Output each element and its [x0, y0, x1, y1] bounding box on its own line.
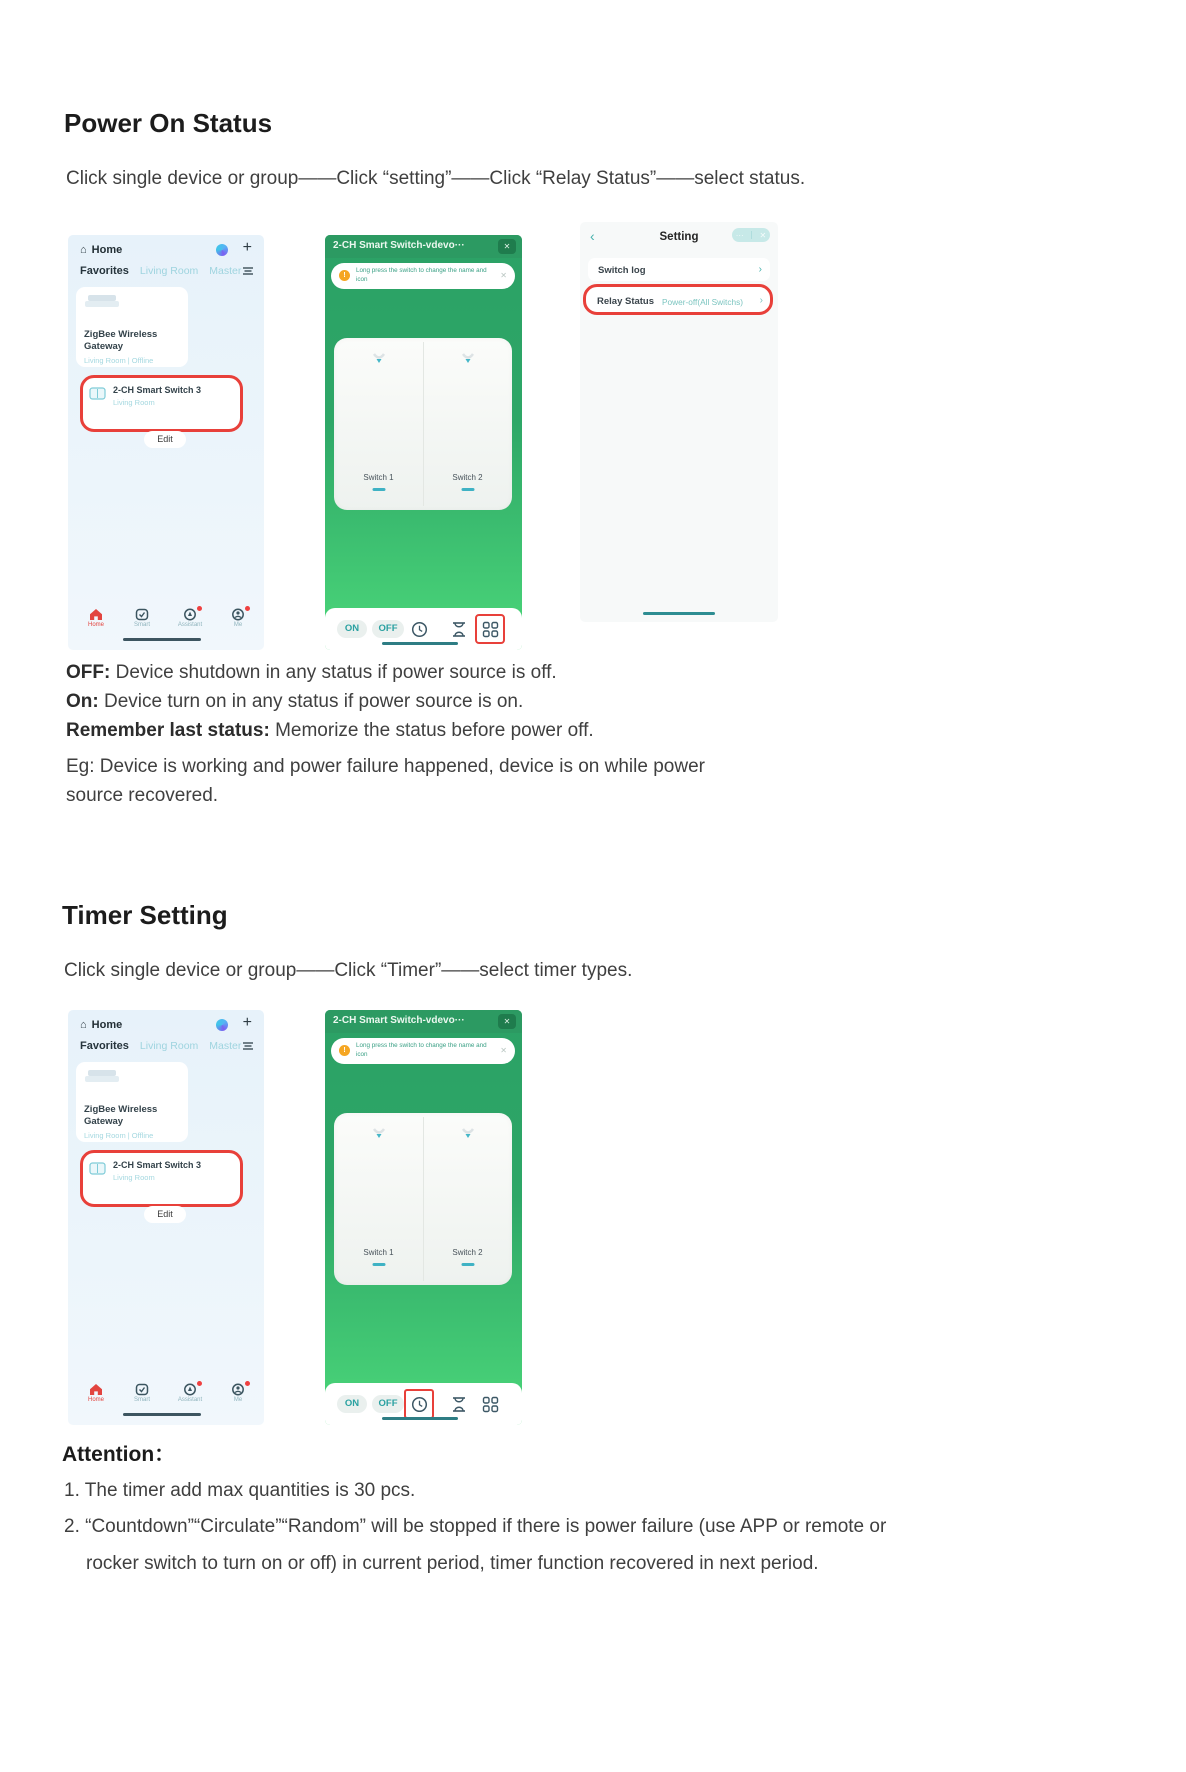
back-icon[interactable]: ‹: [590, 228, 595, 244]
device-icon: [89, 1162, 106, 1175]
home-indicator: [123, 638, 201, 642]
switch-2-dash: [461, 1263, 474, 1266]
home-title[interactable]: Home: [91, 1019, 123, 1031]
home-icon: ⌂: [80, 244, 87, 256]
note-on: On: Device turn on in any status if power source is on.: [66, 691, 524, 712]
me-tab-icon: [231, 608, 245, 621]
on-button[interactable]: ON: [337, 1395, 367, 1413]
edit-button[interactable]: Edit: [144, 431, 186, 448]
switch-2-button[interactable]: [423, 338, 512, 510]
home-tab-icon: [89, 1383, 103, 1396]
gateway-title: ZigBee Wireless Gateway: [84, 1104, 158, 1127]
tab-favorites[interactable]: Favorites: [80, 1040, 129, 1052]
relay-status-row-highlighted[interactable]: Relay Status Power-off(All Switchs) ›: [583, 284, 773, 315]
room-sort-icon[interactable]: [242, 266, 254, 276]
gateway-status: Living Room | Offline: [84, 356, 154, 365]
gateway-title: ZigBee Wireless Gateway: [84, 329, 158, 352]
home-indicator: [382, 1417, 458, 1420]
section1-title: Power On Status: [64, 108, 273, 138]
highlight-clock-box: [404, 1389, 434, 1419]
section2-instruction: Click single device or group——Click “Timer”——select timer types.: [64, 960, 633, 981]
gateway-status: Living Room | Offline: [84, 1131, 154, 1140]
screenshot-switch-app-2: [325, 1010, 522, 1425]
device-room: Living Room: [113, 1173, 155, 1182]
device-card-highlighted[interactable]: [80, 1150, 243, 1207]
bulb-icon: [459, 352, 477, 367]
screenshot-home-app-1: [68, 235, 264, 650]
device-card-highlighted[interactable]: [80, 375, 243, 432]
nav-me[interactable]: Me: [218, 1383, 258, 1403]
me-tab-icon: [231, 1383, 245, 1396]
tip-close-icon[interactable]: ✕: [500, 1046, 507, 1055]
bulb-icon: [370, 1127, 388, 1142]
room-tabs: [80, 1040, 241, 1052]
switch-1-button[interactable]: [334, 338, 423, 510]
off-button[interactable]: OFF: [372, 1395, 404, 1413]
note-remember: Remember last status: Memorize the status before power off.: [66, 720, 594, 741]
header-menu-pill[interactable]: [732, 228, 770, 242]
home-icon: ⌂: [80, 1019, 87, 1031]
switch-1-label: Switch 1: [363, 473, 394, 482]
chevron-right-icon: ›: [758, 264, 762, 275]
screenshot-switch-app-1: [325, 235, 522, 650]
screenshot-setting-app: [580, 222, 778, 622]
attention-item-1: 1. The timer add max quantities is 30 pcs.: [64, 1480, 416, 1501]
tip-banner: [331, 263, 515, 289]
nav-home[interactable]: Home: [76, 1383, 116, 1403]
note-off: OFF: Device shutdown in any status if power source is off.: [66, 662, 557, 683]
home-indicator: [643, 612, 715, 615]
add-device-button[interactable]: +: [242, 239, 252, 256]
switch-1-dash: [372, 1263, 385, 1266]
nav-smart[interactable]: Smart: [122, 1383, 162, 1403]
bottom-nav: [68, 1383, 264, 1413]
tab-favorites[interactable]: Favorites: [80, 265, 129, 277]
switch-2-button[interactable]: [423, 1113, 512, 1285]
switch-1-dash: [372, 488, 385, 491]
on-button[interactable]: ON: [337, 620, 367, 638]
tip-close-icon[interactable]: ✕: [500, 271, 507, 280]
smart-tab-icon: [135, 1383, 149, 1396]
smart-tab-icon: [135, 608, 149, 621]
switch-2-dash: [461, 488, 474, 491]
switch-panel: [334, 338, 512, 510]
setting-title: Setting: [659, 231, 699, 243]
grid-icon[interactable]: [482, 1396, 499, 1413]
switch-header: [325, 1010, 522, 1033]
switch-1-label: Switch 1: [363, 1248, 394, 1257]
device-room: Living Room: [113, 398, 155, 407]
nav-home[interactable]: Home: [76, 608, 116, 628]
home-header: [80, 1019, 122, 1031]
tab-master[interactable]: Master: [209, 1040, 242, 1052]
nav-assistant[interactable]: Assistant: [170, 608, 210, 628]
device-title: 2-CH Smart Switch 3: [113, 1160, 202, 1170]
gateway-card[interactable]: [76, 1062, 188, 1142]
relay-status-value: Power-off(All Switchs): [662, 297, 743, 307]
exit-icon[interactable]: ✕: [759, 230, 767, 240]
gateway-image: [84, 293, 122, 309]
hourglass-icon[interactable]: [451, 621, 467, 638]
voice-assistant-icon[interactable]: [216, 1019, 228, 1031]
highlight-grid-box: [475, 614, 505, 644]
voice-assistant-icon[interactable]: [216, 244, 228, 256]
bottom-nav: [68, 608, 264, 638]
switch-header: [325, 235, 522, 258]
home-title[interactable]: Home: [91, 244, 123, 256]
example-text: Eg: Device is working and power failure happened, device is on while power source recovered.: [66, 756, 705, 806]
switch-2-label: Switch 2: [452, 1248, 483, 1257]
close-icon[interactable]: ✕: [498, 1014, 516, 1029]
tip-icon: !: [339, 1045, 350, 1056]
more-icon[interactable]: ···: [735, 230, 744, 240]
assistant-badge: [197, 606, 202, 611]
section2-title: Timer Setting: [62, 900, 228, 930]
tip-text: Long press the switch to change the name and icon: [356, 267, 487, 283]
bulb-icon: [459, 1127, 477, 1142]
bulb-icon: [370, 352, 388, 367]
status-notes: [66, 658, 594, 745]
room-tabs: [80, 265, 241, 277]
device-title: 2-CH Smart Switch 3: [113, 385, 202, 395]
tab-master[interactable]: Master: [209, 265, 242, 277]
nav-smart[interactable]: Smart: [122, 608, 162, 628]
attention-item-2: 2. “Countdown”“Circulate”“Random” will be stopped if there is power failure (use APP or remote or: [64, 1516, 887, 1537]
tab-living-room[interactable]: Living Room: [139, 1040, 199, 1052]
switch-1-button[interactable]: [334, 1113, 423, 1285]
timer-clock-icon[interactable]: [411, 621, 428, 638]
tip-icon: !: [339, 270, 350, 281]
me-badge: [245, 606, 250, 611]
pill-divider: [751, 231, 752, 239]
switch-log-row[interactable]: Switch log ›: [588, 258, 770, 281]
me-badge: [245, 1381, 250, 1386]
gateway-image: [84, 1068, 122, 1084]
screenshot-home-app-2: [68, 1010, 264, 1425]
switch-title: 2-CH Smart Switch-vdevo···: [333, 240, 465, 251]
room-sort-icon[interactable]: [242, 1041, 254, 1051]
assistant-tab-icon: [183, 608, 197, 621]
chevron-right-icon: ›: [759, 295, 763, 306]
tip-text: Long press the switch to change the name and icon: [356, 1042, 487, 1058]
assistant-badge: [197, 1381, 202, 1386]
device-icon: [89, 387, 106, 400]
home-tab-icon: [89, 608, 103, 621]
tip-banner: [331, 1038, 515, 1064]
off-button[interactable]: OFF: [372, 620, 404, 638]
edit-button[interactable]: Edit: [144, 1206, 186, 1223]
gateway-card[interactable]: [76, 287, 188, 367]
tab-living-room[interactable]: Living Room: [139, 265, 199, 277]
switch-2-label: Switch 2: [452, 473, 483, 482]
assistant-tab-icon: [183, 1383, 197, 1396]
attention-title: Attention：: [62, 1443, 176, 1466]
switch-panel: [334, 1113, 512, 1285]
section1-instruction: Click single device or group——Click “setting”——Click “Relay Status”——select status.: [66, 168, 806, 189]
home-indicator: [382, 642, 458, 645]
add-device-button[interactable]: +: [242, 1014, 252, 1031]
switch-title: 2-CH Smart Switch-vdevo···: [333, 1015, 465, 1026]
nav-me[interactable]: Me: [218, 608, 258, 628]
attention-item-2-cont: rocker switch to turn on or off) in current period, timer function recovered in next period.: [86, 1553, 819, 1574]
nav-assistant[interactable]: Assistant: [170, 1383, 210, 1403]
hourglass-icon[interactable]: [451, 1396, 467, 1413]
close-icon[interactable]: ✕: [498, 239, 516, 254]
home-header: [80, 244, 122, 256]
home-indicator: [123, 1413, 201, 1417]
